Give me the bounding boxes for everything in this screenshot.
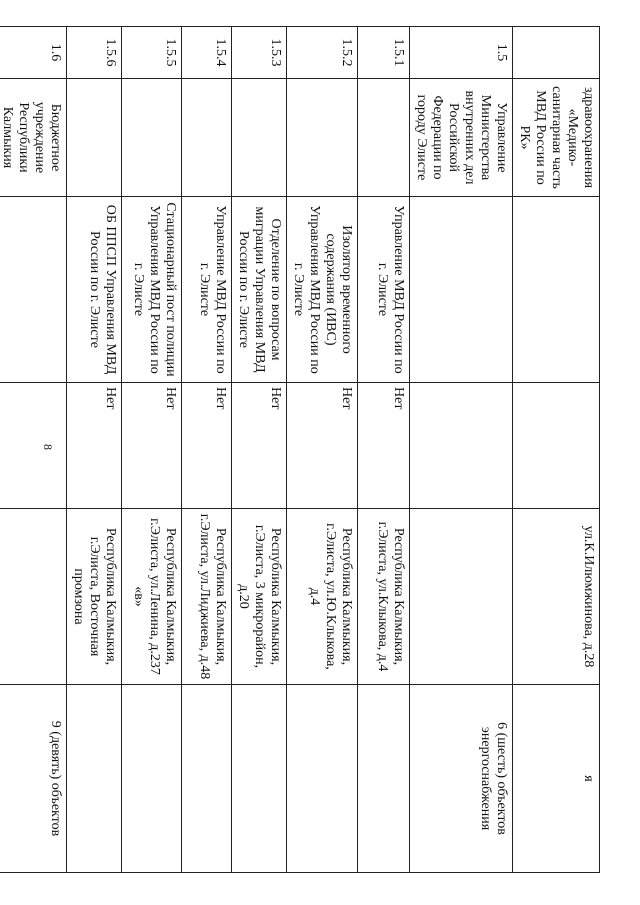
row-number-cell: 1.5.1	[358, 27, 410, 79]
object-count-cell: я	[513, 685, 600, 873]
object-name-cell: Управление МВД России по г. Элисте	[358, 197, 410, 383]
object-name-cell: Изолятор временного содержания (ИВС) Управления МВД России по г. Элисте	[287, 197, 358, 383]
object-name-cell: Стационарный пост полиции Управления МВД России по г. Элисте	[122, 197, 182, 383]
table-row	[410, 27, 513, 873]
table-row	[182, 27, 232, 873]
organization-name-cell	[358, 79, 410, 197]
table-row	[513, 27, 600, 873]
address-cell: Республика Калмыкия, г.Элиста, ул.Ленина, д.237 «в»	[122, 509, 182, 685]
table-row	[287, 27, 358, 873]
page-number: 8	[41, 444, 55, 450]
object-name-cell	[513, 197, 600, 383]
object-count-cell	[182, 685, 232, 873]
row-number-cell: 1.5.2	[287, 27, 358, 79]
flag-cell: Нет	[122, 383, 182, 509]
object-name-cell: Управление МВД России по г. Элисте	[182, 197, 232, 383]
organization-name-cell	[67, 79, 122, 197]
table-row	[358, 27, 410, 873]
flag-cell: Нет	[358, 383, 410, 509]
object-count-cell	[122, 685, 182, 873]
row-number-cell: 1.5	[410, 27, 513, 79]
flag-cell	[513, 383, 600, 509]
object-name-cell	[410, 197, 513, 383]
row-number-cell: 1.5.6	[67, 27, 122, 79]
flag-cell	[0, 383, 67, 509]
organization-name-cell	[122, 79, 182, 197]
table-body	[0, 27, 600, 873]
object-count-cell	[232, 685, 287, 873]
row-number-cell: 1.5.5	[122, 27, 182, 79]
document-page	[0, 26, 600, 872]
flag-cell: Нет	[182, 383, 232, 509]
address-cell	[0, 509, 67, 685]
address-cell	[410, 509, 513, 685]
organization-name-cell: Управление Министерства внутренних дел Российской Федерации по городу Элисте	[410, 79, 513, 197]
object-name-cell: Отделение по вопросам миграции Управления МВД России по г. Элисте	[232, 197, 287, 383]
table-row	[0, 27, 67, 873]
row-number-cell: 1.5.4	[182, 27, 232, 79]
object-name-cell	[0, 197, 67, 383]
address-cell: Республика Калмыкия, г.Элиста, ул.Клыкова, д.4	[358, 509, 410, 685]
object-count-cell: 9 (девять) объектов	[0, 685, 67, 873]
organization-name-cell	[287, 79, 358, 197]
address-cell: Республика Калмыкия, г.Элиста, ул.Ю.Клыкова, д.4	[287, 509, 358, 685]
organization-name-cell: Бюджетное учреждение Республики Калмыкия	[0, 79, 67, 197]
object-name-cell: ОБ ППСП Управления МВД России по г. Элисте	[67, 197, 122, 383]
flag-cell: Нет	[287, 383, 358, 509]
organization-name-cell	[232, 79, 287, 197]
row-number-cell: 1.6	[0, 27, 67, 79]
object-count-cell: 6 (шесть) объектов энергоснабжения	[410, 685, 513, 873]
table-row	[67, 27, 122, 873]
row-number-cell	[513, 27, 600, 79]
object-count-cell	[67, 685, 122, 873]
row-number-cell: 1.5.3	[232, 27, 287, 79]
organization-name-cell: здравоохранения «Медико-санитарная часть МВД России по РК»	[513, 79, 600, 197]
object-count-cell	[287, 685, 358, 873]
objects-table	[0, 26, 600, 873]
address-cell: Республика Калмыкия, г.Элиста, Восточная промзона	[67, 509, 122, 685]
flag-cell: Нет	[67, 383, 122, 509]
object-count-cell	[358, 685, 410, 873]
address-cell: Республика Калмыкия, г.Элиста, 3 микрорайон, д.20	[232, 509, 287, 685]
table-row	[122, 27, 182, 873]
table-row	[232, 27, 287, 873]
address-cell: ул.К.Илюмжинова, д.28	[513, 509, 600, 685]
organization-name-cell	[182, 79, 232, 197]
flag-cell	[410, 383, 513, 509]
flag-cell: Нет	[232, 383, 287, 509]
rotated-table-container	[0, 26, 600, 872]
address-cell: Республика Калмыкия, г.Элиста, ул.Лиджиева, д.48	[182, 509, 232, 685]
